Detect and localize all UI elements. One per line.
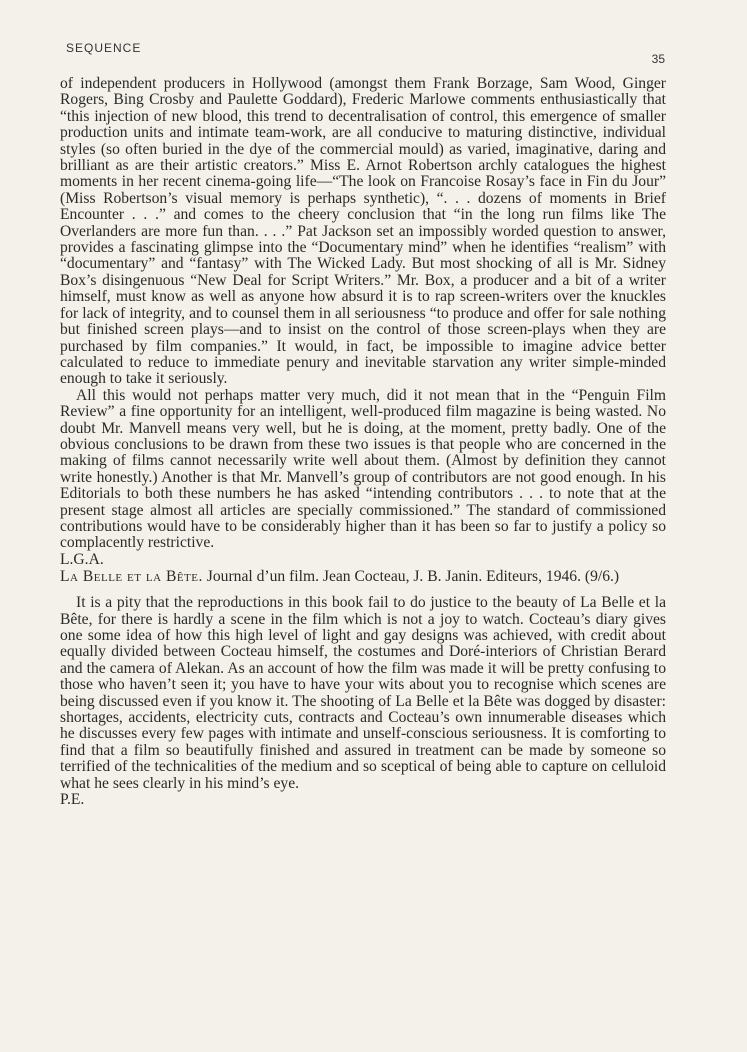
review-paragraph: It is a pity that the reproductions in this book fail to do justice to the beauty of La Belle et la Bête, for there is hardly a scene in the film which is not a joy to watch. Cocteau’s diary gives one some idea of how this high level of light and gay designs was achieved, with credit about equally divided between Cocteau himself, the costumes and Doré-interiors of Christian Berard and the camera of Alekan. As an account of how the film was made it will be pretty confusing to those who haven’t seen it; you have to have your wits about you to recognise which scenes are being discussed even if you know it. The shooting of La Belle et la Bête was dogged by disaster: shortages, accidents, electricity cuts, contracts and Cocteau’s own innumerable diseases which he discusses every few pages with intimate and unself-conscious seriousness. It is comforting to find that a film so beautifully finished and assured in treatment can be made by someone so terrified of the technicalities of the medium and so sceptical of being able to capture on celluloid what he sees clearly in his mind’s eye. [60, 594, 666, 792]
article-paragraph-1: of independent producers in Hollywood (amongst them Frank Borzage, Sam Wood, Ginger Rogers, Bing Crosby and Paulette Goddard), Frederic Marlowe comments enthusiastically that “this injection of new blood, this trend to decentralisation of control, this emergence of smaller production units and intimate team-work, are all conducive to maturing distinctive, individual styles (so often buried in the dye of the commercial mould) as varied, imaginative, daring and brilliant as are their artistic creators.” Miss E. Arnot Robertson archly catalogues the highest moments in her recent cinema-going life—“The look on Francoise Rosay’s face in Fin du Jour” (Miss Robertson’s visual memory is perhaps synthetic), “. . . dozens of moments in Brief Encounter . . .” and comes to the cheery conclusion that “in the long run films like The Overlanders are more fun than. . . .” Pat Jackson set an impossibly worded question to answer, provides a fascinating glimpse into the “Documentary mind” when he identifies “realism” with “documentary” and “fantasy” with The Wicked Lady. But most shocking of all is Mr. Sidney Box’s disingenuous “New Deal for Script Writers.” Mr. Box, a producer and a bit of a writer himself, must know as well as anyone how absurd it is to rap screen-writers over the knuckles for lack of integrity, and to counsel them in all seriousness “to produce and offer for sale nothing but finished screen plays—and to insist on the control of those screen-plays when they are purchased by film companies.” It would, in fact, be impossible to imagine advice better calculated to reduce to immediate penury and inevitable starvation any writer simple-minded enough to take it seriously. [60, 75, 666, 388]
page-body [60, 76, 666, 808]
running-head: SEQUENCE [66, 41, 142, 55]
review-heading [60, 568, 666, 585]
article-paragraph-2: All this would not perhaps matter very much, did it not mean that in the “Penguin Film Review” a fine opportunity for an intelligent, well-produced film magazine is being wasted. No doubt Mr. Manvell means very well, but he is doing, at the moment, pretty badly. One of the obvious conclusions to be drawn from these two issues is that people who are concerned in the making of films cannot necessarily write well about them. (Almost by definition they cannot write honestly.) Another is that Mr. Manvell’s group of contributors are not good enough. In his Editorials to both these numbers he has asked “intending contributors . . . to note that at the present stage almost all articles are specially commissioned.” The standard of commissioned contributions would have to be considerably higher than it has been so far to justify a policy so complacently restrictive. [60, 386, 666, 552]
review-bibliographic-info: Journal d’un film. Jean Cocteau, J. B. Janin. Editeurs, 1946. (9/6.) [202, 568, 620, 586]
page-number: 35 [651, 52, 665, 66]
article-signature: L.G.A. [60, 550, 104, 568]
review-title: La Belle et la Bête. [60, 568, 203, 586]
review-signature: P.E. [60, 791, 85, 809]
